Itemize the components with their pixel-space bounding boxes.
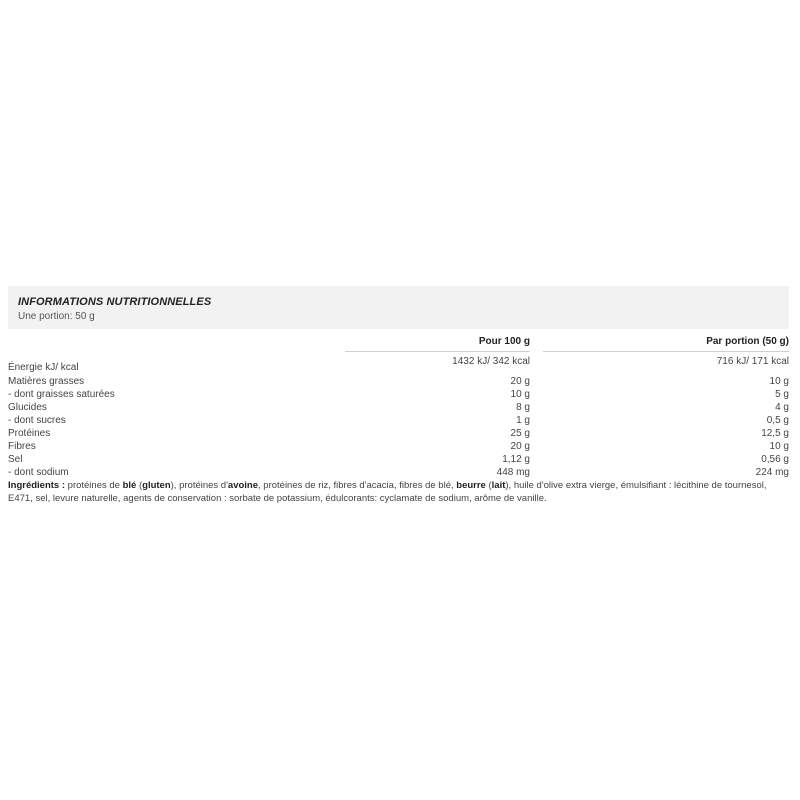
ingredient-highlight: avoine [227,480,259,491]
value-per-portion: 12,5 g [761,428,789,439]
ingredient-highlight: Ingrédients : [8,480,66,491]
nutrient-label: Énergie kJ/ kcal [8,362,79,373]
divider-line-per-portion [543,351,789,352]
ingredient-text: , protéines de riz, fibres d'acacia, fibres de blé, [258,480,457,491]
ingredient-text: ), huile d'olive extra vierge, émulsifiant : lécithine de tournesol, E471, sel, levure naturelle, agents de conservation : sorbate de potassium, édulcorants: cyclamate de sodium, arôme de vanille. [8,480,767,504]
table-row [8,453,789,466]
value-per-portion: 4 g [775,402,789,413]
ingredient-highlight: blé [122,480,137,491]
value-per-portion: 0,56 g [761,454,789,465]
nutrient-label: Fibres [8,441,36,452]
column-header-per-100g: Pour 100 g [478,336,530,347]
ingredient-text: ( [136,480,143,491]
value-per-100g: 20 g [510,376,530,387]
table-row [8,466,789,479]
ingredient-text: ), protéines d' [170,480,228,491]
value-per-100g: 448 mg [496,467,530,478]
column-headers [8,333,789,350]
value-per-100g: 20 g [510,441,530,452]
value-per-100g: 10 g [510,389,530,400]
value-per-portion: 0,5 g [766,415,789,426]
ingredient-highlight: beurre [456,480,486,491]
table-row [8,440,789,453]
nutrient-label: Glucides [8,402,47,413]
portion-size: Une portion: 50 g [18,311,95,322]
value-per-portion: 716 kJ/ 171 kcal [716,356,789,367]
ingredient-highlight: gluten [142,480,171,491]
ingredient-text: ( [485,480,492,491]
value-per-portion: 10 g [769,441,789,452]
value-per-100g: 25 g [510,428,530,439]
value-per-100g: 1 g [516,415,530,426]
column-header-per-portion: Par portion (50 g) [706,336,789,347]
header-divider [8,350,789,358]
nutrient-label: Sel [8,454,23,465]
ingredient-highlight: lait [491,480,506,491]
panel-header [8,286,789,329]
panel-title: INFORMATIONS NUTRITIONNELLES [18,296,212,308]
divider-line-per-100g [345,351,530,352]
table-row [8,401,789,414]
table-row [8,414,789,427]
table-row [8,388,789,401]
table-row [8,427,789,440]
nutrient-label: Matières grasses [8,376,85,387]
nutrient-label: - dont sucres [8,415,66,426]
table-row [8,375,789,388]
table-row [8,358,789,375]
ingredient-text: protéines de [65,480,123,491]
nutrient-label: Protéines [8,428,51,439]
value-per-100g: 1432 kJ/ 342 kcal [452,356,530,367]
nutrition-panel [8,286,789,505]
ingredients-text [8,479,789,505]
value-per-portion: 10 g [769,376,789,387]
nutrition-table [8,358,789,479]
value-per-100g: 8 g [516,402,530,413]
nutrient-label: - dont graisses saturées [8,389,115,400]
value-per-portion: 224 mg [755,467,789,478]
value-per-portion: 5 g [775,389,789,400]
value-per-100g: 1,12 g [502,454,530,465]
nutrient-label: - dont sodium [8,467,69,478]
